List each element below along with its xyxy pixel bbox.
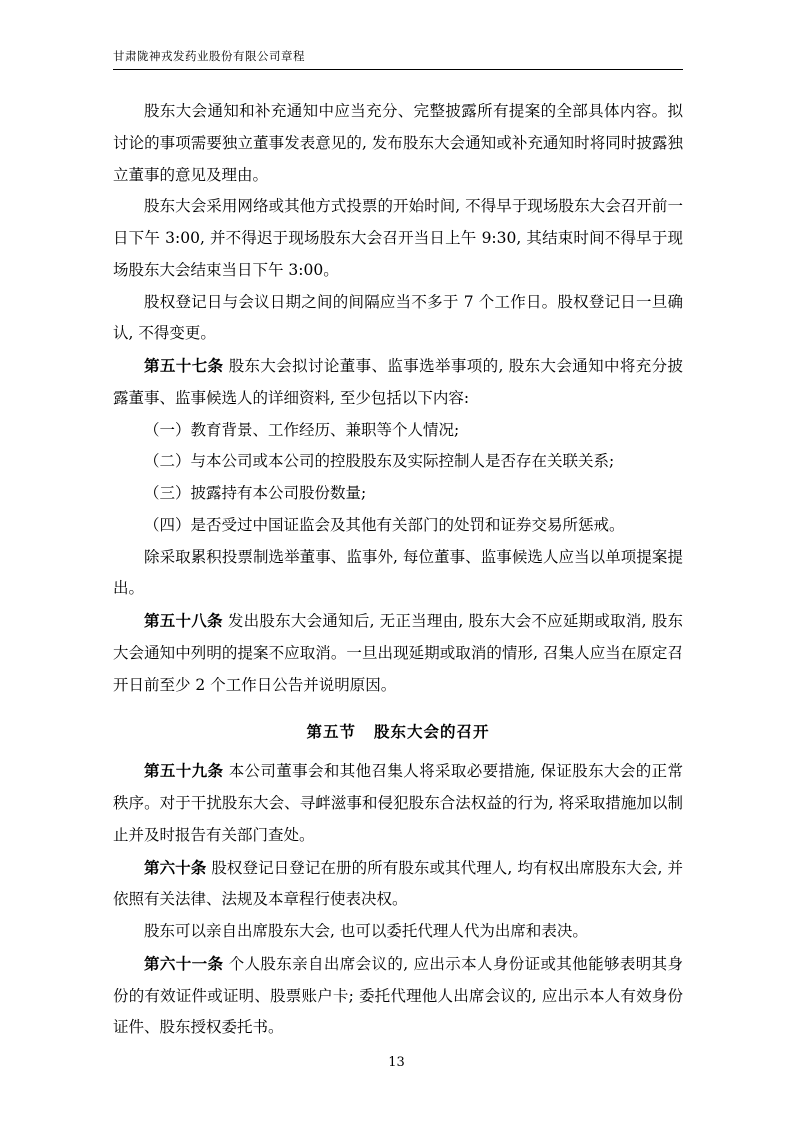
paragraph-text: （二）与本公司或本公司的控股股东及实际控制人是否存在关联关系;: [144, 452, 615, 471]
paragraph: [113, 96, 683, 191]
list-item: [113, 478, 683, 510]
paragraph-text: 股东可以亲自出席股东大会, 也可以委托代理人代为出席和表决。: [144, 922, 588, 941]
page-header: 甘肃陇神戎发药业股份有限公司章程: [113, 48, 683, 70]
paragraph: [113, 542, 683, 606]
paragraph-text: 发出股东大会通知后, 无正当理由, 股东大会不应延期或取消, 股东大会通知中列明的提案不应取消。一旦出现延期或取消的情形, 召集人应当在原定召开日前至少 2 个工作日公告并说明原因。: [113, 612, 683, 694]
list-item: [113, 510, 683, 542]
paragraph-text: 个人股东亲自出席会议的, 应出示本人身份证或其他能够表明其身份的有效证件或证明、股票账户卡; 委托代理他人出席会议的, 应出示本人有效身份证件、股东授权委托书。: [113, 954, 683, 1037]
paragraph-text: 股东大会通知和补充通知中应当充分、完整披露所有提案的全部具体内容。拟讨论的事项需要独立董事发表意见的, 发布股东大会通知或补充通知时将同时披露独立董事的意见及理由。: [113, 102, 683, 184]
paragraph-text: 股权登记日与会议日期之间的间隔应当不多于 7 个工作日。股权登记日一旦确认, 不得变更。: [113, 292, 683, 343]
article-label: 第六十条: [144, 857, 207, 877]
section-number: 第五节: [306, 721, 356, 741]
paragraph-text: 股权登记日登记在册的所有股东或其代理人, 均有权出席股东大会, 并依照有关法律、法规及本章程行使表决权。: [113, 858, 683, 909]
article-paragraph-60: [113, 852, 683, 917]
article-label: 第五十八条: [144, 611, 223, 631]
section-heading: [113, 716, 683, 748]
article-paragraph-58: [113, 605, 683, 701]
section-title-text: 股东大会的召开: [374, 721, 490, 741]
paragraph: [113, 287, 683, 351]
document-body: [113, 96, 683, 1044]
list-item: [113, 415, 683, 447]
paragraph-text: （三）披露持有本公司股份数量;: [144, 484, 367, 503]
paragraph-text: 股东大会采用网络或其他方式投票的开始时间, 不得早于现场股东大会召开前一日下午 3:00, 并不得迟于现场股东大会召开当日上午 9:30, 其结束时间不得早于现场股东大会结束当日下午 3:00。: [113, 197, 683, 279]
list-item: [113, 446, 683, 478]
paragraph-text: （一）教育背景、工作经历、兼职等个人情况;: [144, 420, 460, 439]
paragraph-text: 股东大会拟讨论董事、监事选举事项的, 股东大会通知中将充分披露董事、监事候选人的详细资料, 至少包括以下内容:: [113, 357, 683, 407]
page-content: [113, 48, 683, 1044]
paragraph: [113, 916, 683, 948]
paragraph: [113, 191, 683, 286]
paragraph-text: 本公司董事会和其他召集人将采取必要措施, 保证股东大会的正常秩序。对于干扰股东大会、寻衅滋事和侵犯股东合法权益的行为, 将采取措施加以制止并及时报告有关部门查处。: [113, 762, 683, 844]
article-label: 第五十九条: [144, 761, 224, 781]
article-paragraph-61: [113, 948, 683, 1044]
article-label: 第五十七条: [144, 356, 224, 376]
article-paragraph-57: [113, 350, 683, 415]
article-label: 第六十一条: [144, 953, 224, 973]
paragraph-text: 除采取累积投票制选举董事、监事外, 每位董事、监事候选人应当以单项提案提出。: [113, 547, 683, 598]
article-paragraph-59: [113, 755, 683, 851]
page-number: 13: [388, 1055, 405, 1070]
paragraph-text: （四）是否受过中国证监会及其他有关部门的处罚和证券交易所惩戒。: [144, 515, 625, 534]
